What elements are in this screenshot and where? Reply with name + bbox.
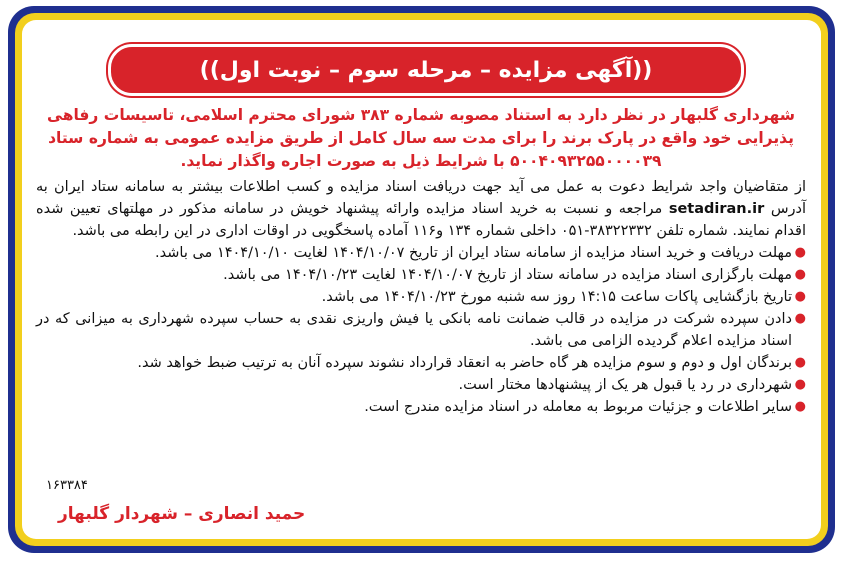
condition-text: شهرداری در رد یا قبول هر یک از پیشنهادها مختار است. [458,377,792,393]
list-item [36,264,806,286]
bullet-icon: ● [794,311,806,326]
bullet-icon: ● [794,245,806,260]
list-item [36,286,806,308]
outer-frame [8,6,835,553]
condition-text: تاریخ بازگشایی پاکات ساعت ۱۴:۱۵ روز سه شنبه مورخ ۱۴۰۴/۱۰/۲۳ می باشد. [321,289,792,305]
condition-text: سایر اطلاعات و جزئیات مربوط به معامله در اسناد مزایده مندرج است. [364,399,792,415]
instructions-before-site: از متقاضیان واجد شرایط دعوت به عمل می آید جهت دریافت اسناد مزایده و کسب اطلاعات بیشتر به سامانه ستاد ایران به آدرس [36,179,807,217]
yellow-frame [15,13,828,546]
bullet-icon: ● [794,399,806,414]
instructions-after-site: مراجعه و نسبت به خرید اسناد مزایده وارائه پیشنهاد خویش در سامانه مذکور در مهلتهای تعیین شده اقدام نمایند. شماره تلفن ۳۸۳۲۲۳۳۲-۰۵۱ داخلی شماره ۱۳۴ و۱۱۶ آماده پاسخگویی در اوقات اداری در این رابطه می باشد. [36,201,806,239]
bullet-icon: ● [794,355,806,370]
condition-text: دادن سپرده شرکت در مزایده در قالب ضمانت نامه بانکی یا فیش واریزی نقدی به حساب سپرده شهرداری به میزانی که در اسناد مزایده اعلام گردیده الزامی می باشد. [36,311,792,349]
bullet-icon: ● [794,377,806,392]
setadiran-link[interactable]: setadiran.ir [668,201,765,217]
title-banner [108,44,744,96]
ad-title: ((آگهی مزایده – مرحله سوم – نوبت اول)) [199,57,653,83]
bullet-icon: ● [794,289,806,304]
list-item [36,396,806,418]
list-item [36,242,806,264]
condition-text: برندگان اول و دوم و سوم مزایده هر گاه حاضر به انعقاد قرارداد نشوند سپرده آنان به ترتیب ضبط خواهد شد. [137,355,792,371]
signature: حمید انصاری – شهردار گلبهار [58,504,306,524]
list-item [36,374,806,396]
list-item [36,352,806,374]
condition-text: مهلت بارگزاری اسناد مزایده در سامانه ستاد از تاریخ ۱۴۰۴/۱۰/۰۷ لغایت ۱۴۰۴/۱۰/۲۳ می باشد. [223,267,792,283]
bullet-icon: ● [794,267,806,282]
instructions-paragraph [36,176,806,242]
list-item [36,308,806,352]
ad-code: ۱۶۳۳۸۴ [46,478,88,493]
condition-text: مهلت دریافت و خرید اسناد مزایده از سامانه ستاد ایران از تاریخ ۱۴۰۴/۱۰/۰۷ لغایت ۱۴۰۴/۱۰/۱۰ می باشد. [155,245,792,261]
intro-text: شهرداری گلبهار در نظر دارد به استناد مصوبه شماره ۳۸۳ شورای محترم اسلامی، تاسیسات رفاهی پذیرایی خود واقع در پارک برند را برای مدت سه سال کامل از طریق مزایده عمومی به شماره ستاد ۵۰۰۴۰۹۳۲۵۵۰۰۰۰۳۹ با شرایط ذیل به صورت اجاره واگذار نماید. [47,106,795,170]
ad-content [36,104,806,418]
ad-panel [22,20,821,539]
conditions-list [36,242,806,418]
